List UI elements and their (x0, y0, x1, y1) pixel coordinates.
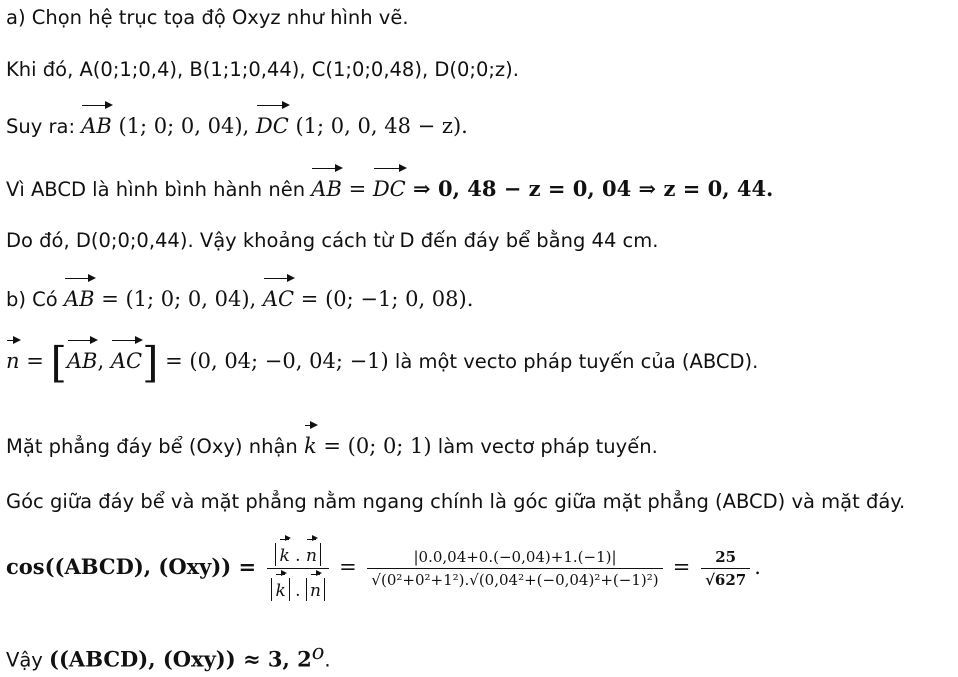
math: ((ABCD), (Oxy)) ≈ 3, 2 (49, 646, 312, 672)
text: Vậy (6, 648, 50, 672)
math: (1; 0, 0, 48 − z). (288, 114, 468, 138)
numerator: 25 (701, 548, 750, 569)
vector-ab: AB (67, 335, 98, 373)
line-distance: Do đó, D(0;0;0,44). Vậy khoảng cách từ D đến đáy bể bằng 44 cm. (6, 229, 659, 252)
math: = (341, 177, 373, 201)
vector-n: n (310, 571, 321, 601)
vector-ac: AC (263, 273, 294, 311)
fraction-3 (701, 548, 750, 589)
line-normal-n (6, 335, 759, 387)
vector-k: k (275, 571, 285, 601)
math: = (19, 349, 51, 373)
text: làm vectơ pháp tuyến. (431, 435, 658, 458)
math: = (672, 555, 698, 579)
fraction-1 (267, 536, 328, 601)
line-points: Khi đó, A(0;1;0,4), B(1;1;0,44), C(1;0;0,48), D(0;0;z). (6, 58, 519, 81)
math: ⇒ 0, 48 − z = 0, 04 ⇒ z = 0, 44. (405, 176, 774, 201)
line-a: a) Chọn hệ trục tọa độ Oxyz như hình vẽ. (6, 6, 409, 29)
line-vectors (6, 100, 468, 138)
denominator: √(0²+0²+1²).√(0,04²+(−0,04)²+(−1)²) (371, 571, 659, 589)
bracket-right: ] (142, 337, 159, 387)
vector-k: k (304, 420, 317, 458)
vector-ac: AC (111, 335, 142, 373)
vector-dc: DC (373, 163, 406, 201)
math: = (339, 555, 364, 579)
math: . (289, 581, 306, 601)
line-b (6, 273, 473, 311)
math: = (0, 04; −0, 04; −1) (158, 349, 389, 373)
vector-ab: AB (64, 273, 95, 311)
math: = (0; −1; 0, 08). (294, 287, 474, 311)
vector-dc: DC (256, 100, 289, 138)
vector-ab: AB (311, 163, 342, 201)
vector-ab: AB (81, 100, 112, 138)
text: . (324, 648, 331, 672)
vector-n: n (306, 536, 317, 566)
math: = (1; 0; 0, 04), (94, 287, 263, 311)
math: . (289, 546, 306, 566)
text: là một vecto pháp tuyến của (ABCD). (388, 350, 759, 373)
line-conclusion (6, 640, 331, 672)
vector-k: k (279, 536, 289, 566)
text: b) Có (6, 288, 64, 311)
text: Vì ABCD là hình bình hành nên (6, 178, 312, 201)
math: = (0; 0; 1) (316, 434, 432, 458)
numerator: |0.0,04+0.(−0,04)+1.(−1)| (367, 548, 662, 569)
math: (1; 0; 0, 04), (111, 114, 256, 138)
text: Mặt phẳng đáy bể (Oxy) nhận (6, 435, 304, 458)
vector-n: n (6, 335, 20, 373)
math-lhs: cos((ABCD), (Oxy)) = (6, 554, 264, 579)
line-cos-formula (6, 536, 761, 601)
math: . (754, 555, 761, 579)
degree: o (311, 640, 325, 664)
bracket-left: [ (50, 337, 67, 387)
denominator: √627 (705, 571, 747, 589)
line-parallelogram (6, 163, 773, 201)
text: Suy ra: (6, 115, 82, 138)
line-normal-k (6, 420, 658, 458)
line-angle: Góc giữa đáy bể và mặt phẳng nằm ngang chính là góc giữa mặt phẳng (ABCD) và mặt đáy. (6, 490, 906, 513)
fraction-2 (367, 548, 662, 589)
math: , (97, 349, 111, 373)
